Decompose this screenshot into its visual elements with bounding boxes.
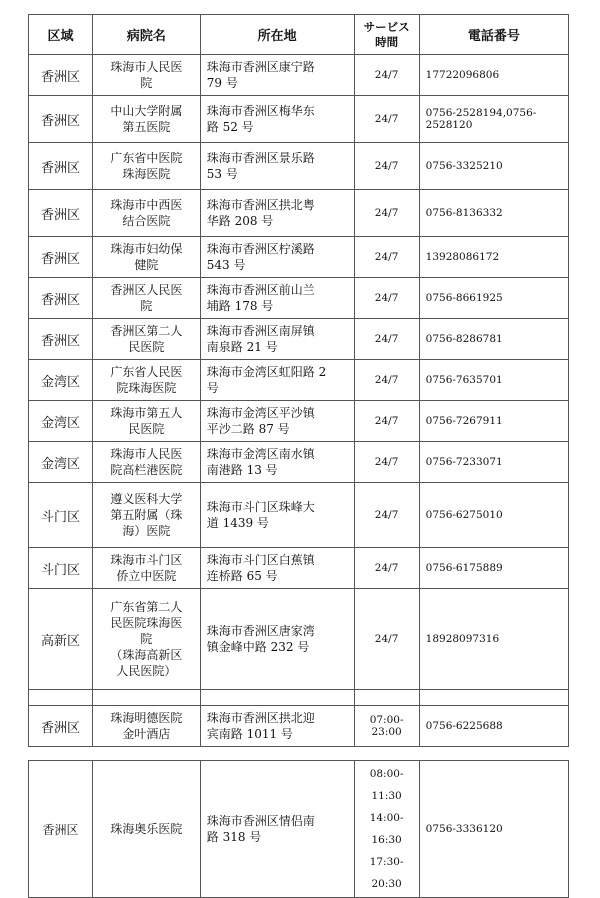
cell-district: 香洲区 [29,143,93,190]
cell-hospital: 珠海奥乐医院 [92,761,200,898]
cell-hospital: 中山大学附属 第五医院 [92,96,200,143]
header-district: 区域 [29,15,93,55]
cell-phone: 0756-6225688 [419,706,568,747]
cell-hospital: 珠海市斗门区 侨立中医院 [92,548,200,589]
cell-address: 珠海市香洲区情侣南 路 318 号 [200,761,354,898]
table-row [29,442,569,483]
service-time-1: 08:00-11:30 [369,768,404,802]
cell-service: 24/7 [354,548,419,589]
cell-district: 香洲区 [29,319,93,360]
table-row [29,360,569,401]
hospital-table [28,14,569,747]
cell-address: 珠海市金湾区南水镇 南港路 13 号 [200,442,354,483]
cell-hospital: 广东省中医院 珠海医院 [92,143,200,190]
cell-address: 珠海市香洲区拱北迎 宾南路 1011 号 [200,706,354,747]
cell-hospital: 珠海明德医院 金叶酒店 [92,706,200,747]
cell-district: 香洲区 [29,190,93,237]
cell-address: 珠海市香洲区柠溪路 543 号 [200,237,354,278]
table-row [29,548,569,589]
table-row [29,96,569,143]
hospital-table-continued [28,760,569,898]
cell-district: 金湾区 [29,442,93,483]
cell-phone [419,690,568,706]
cell-address: 珠海市香洲区康宁路 79 号 [200,55,354,96]
cell-phone: 0756-8286781 [419,319,568,360]
cell-address: 珠海市香洲区前山兰 埔路 178 号 [200,278,354,319]
cell-hospital: 珠海市人民医 院 [92,55,200,96]
table-body [29,55,569,747]
cell-hospital: 广东省人民医 院珠海医院 [92,360,200,401]
cell-service: 24/7 [354,442,419,483]
cell-hospital: 香洲区第二人 民医院 [92,319,200,360]
cell-service: 24/7 [354,55,419,96]
cell-address: 珠海市香洲区南屏镇 南泉路 21 号 [200,319,354,360]
cell-district: 香洲区 [29,761,93,898]
cell-hospital: 遵义医科大学 第五附属（珠 海）医院 [92,483,200,548]
table-row [29,190,569,237]
cell-phone: 0756-8661925 [419,278,568,319]
cell-hospital: 珠海市中西医 结合医院 [92,190,200,237]
cell-phone: 0756-7635701 [419,360,568,401]
header-hospital: 病院名 [92,15,200,55]
cell-district [29,690,93,706]
cell-service: 24/7 [354,360,419,401]
cell-hospital: 珠海市第五人 民医院 [92,401,200,442]
cell-address: 珠海市斗门区珠峰大 道 1439 号 [200,483,354,548]
table-header-row [29,15,569,55]
cell-district: 香洲区 [29,237,93,278]
cell-service: 24/7 [354,319,419,360]
cell-district: 香洲区 [29,278,93,319]
cell-district: 金湾区 [29,401,93,442]
cell-district: 斗门区 [29,483,93,548]
cell-phone: 17722096806 [419,55,568,96]
cell-hospital: 广东省第二人 民医院珠海医 院 （珠海高新区 人民医院） [92,589,200,690]
cell-service: 24/7 [354,190,419,237]
cell-phone: 0756-2528194,0756-2528120 [419,96,568,143]
cell-district: 香洲区 [29,706,93,747]
service-time-2: 14:00-16:30 [369,812,404,846]
table-row [29,237,569,278]
cell-address: 珠海市香洲区景乐路 53 号 [200,143,354,190]
table-row [29,319,569,360]
cell-district: 斗门区 [29,548,93,589]
cell-service: 07:00-23:00 [354,706,419,747]
table-row [29,55,569,96]
table-row [29,690,569,706]
cell-hospital: 珠海市人民医 院高栏港医院 [92,442,200,483]
cell-address: 珠海市香洲区拱北粤 华路 208 号 [200,190,354,237]
table-row [29,143,569,190]
table-row [29,278,569,319]
cell-address: 珠海市斗门区白蕉镇 连桥路 65 号 [200,548,354,589]
cell-service: 24/7 [354,237,419,278]
header-address: 所在地 [200,15,354,55]
table-row [29,589,569,690]
header-service: サービス 時間 [354,15,419,55]
cell-phone: 0756-7267911 [419,401,568,442]
cell-address: 珠海市香洲区梅华东 路 52 号 [200,96,354,143]
cell-district: 香洲区 [29,55,93,96]
cell-phone: 13928086172 [419,237,568,278]
cell-service: 24/7 [354,96,419,143]
cell-service: 24/7 [354,589,419,690]
cell-address: 珠海市金湾区平沙镇 平沙二路 87 号 [200,401,354,442]
cell-phone: 0756-3336120 [419,761,568,898]
cell-service [354,690,419,706]
cell-phone: 0756-6175889 [419,548,568,589]
cell-district: 香洲区 [29,96,93,143]
cell-service: 24/7 [354,401,419,442]
table-row [29,761,569,898]
cell-address [200,690,354,706]
cell-phone: 0756-8136332 [419,190,568,237]
table-row [29,401,569,442]
service-time-3: 17:30-20:30 [369,856,404,890]
cell-hospital: 香洲区人民医 院 [92,278,200,319]
cell-address: 珠海市香洲区唐家湾 镇金峰中路 232 号 [200,589,354,690]
cell-phone: 0756-6275010 [419,483,568,548]
header-phone: 電話番号 [419,15,568,55]
cell-service: 24/7 [354,483,419,548]
cell-hospital [92,690,200,706]
cell-service: 24/7 [354,278,419,319]
cell-phone: 0756-3325210 [419,143,568,190]
cell-address: 珠海市金湾区虹阳路 2 号 [200,360,354,401]
cell-hospital: 珠海市妇幼保 健院 [92,237,200,278]
table-row [29,706,569,747]
table-row [29,483,569,548]
cell-phone: 18928097316 [419,589,568,690]
cell-district: 高新区 [29,589,93,690]
cell-service [354,761,419,898]
cell-district: 金湾区 [29,360,93,401]
cell-service: 24/7 [354,143,419,190]
cell-phone: 0756-7233071 [419,442,568,483]
